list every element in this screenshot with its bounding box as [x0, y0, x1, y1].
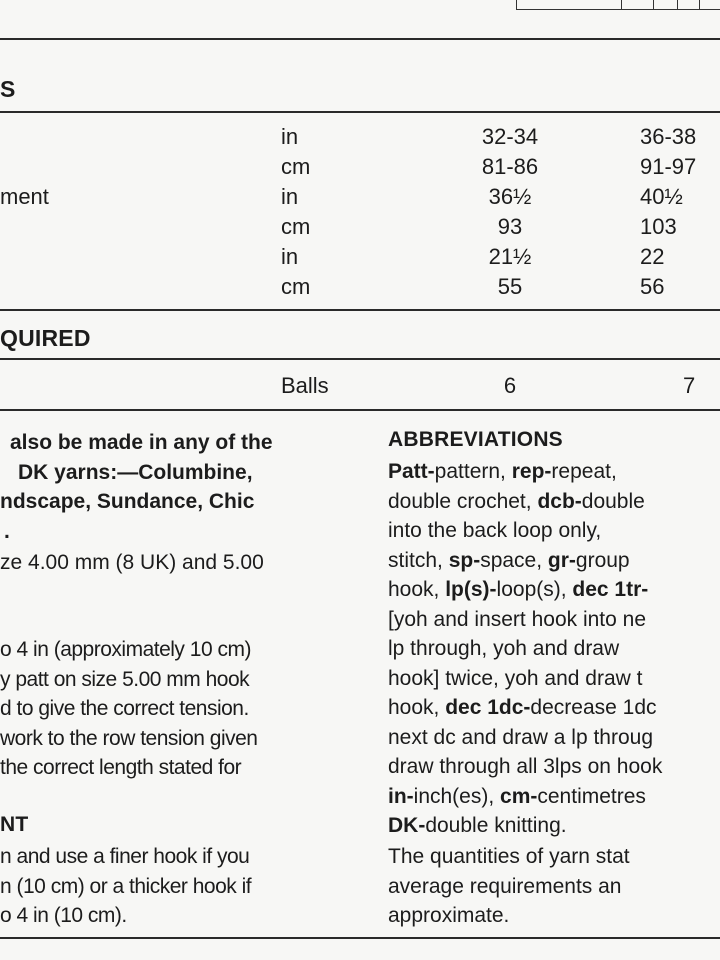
row-size2: 22 — [640, 244, 665, 269]
measurement-row — [0, 214, 720, 244]
row-size2: 103 — [640, 214, 677, 239]
quantities-note — [388, 842, 630, 931]
abbreviation-term: lp(s)- — [445, 578, 497, 601]
abbreviation-text: draw through all 3lps on hook — [388, 755, 663, 778]
abbreviation-line — [388, 664, 662, 694]
abbreviation-text: loop(s), — [496, 578, 573, 601]
abbreviation-line — [388, 693, 662, 723]
abbreviation-text: centimetres — [537, 784, 646, 808]
text-line: work to the row tension given — [0, 726, 258, 750]
measurement-row — [0, 154, 720, 184]
abbreviation-line — [388, 811, 662, 841]
row-unit: cm — [281, 274, 311, 299]
abbreviation-line — [388, 516, 662, 546]
text-line: also be made in any of the — [10, 431, 273, 454]
text-line: . — [4, 519, 10, 543]
text-line: the correct length stated for — [0, 756, 242, 779]
row-size1: 81-86 — [481, 154, 539, 179]
abbreviation-text: [yoh and insert hook into ne — [388, 607, 647, 631]
abbreviations-list — [388, 457, 662, 841]
row-size2: 56 — [640, 274, 665, 299]
abbreviation-text: lp through, yoh and draw — [388, 637, 620, 660]
abbreviation-line — [388, 546, 662, 576]
measurement-row — [0, 124, 720, 154]
row-unit: in — [281, 244, 299, 269]
abbreviation-text: hook, — [388, 578, 446, 601]
abbreviation-text: stitch, — [388, 548, 449, 572]
text-line: The quantities of yarn stat — [388, 845, 630, 868]
measurement-row — [0, 244, 720, 274]
abbreviation-text: repeat, — [551, 460, 617, 483]
abbreviation-line — [388, 723, 662, 753]
abbreviation-term: DK- — [388, 814, 426, 837]
abbreviation-line — [388, 605, 662, 635]
row-unit: in — [281, 184, 299, 209]
text-line: ze 4.00 mm (8 UK) and 5.00 — [0, 551, 264, 574]
abbreviations-heading: ABBREVIATIONS — [388, 428, 563, 451]
abbreviation-text: decrease 1dc — [530, 696, 657, 719]
abbreviation-text: hook] twice, yoh and draw t — [388, 666, 643, 690]
row-size1: 6 — [503, 373, 517, 398]
text-line: DK yarns:—Columbine, — [18, 460, 253, 484]
rule-materials-top — [0, 309, 720, 311]
row-size2: 36-38 — [640, 124, 697, 149]
abbreviation-line — [388, 487, 662, 517]
row-size2: 40½ — [640, 184, 683, 209]
text-line: ndscape, Sundance, Chic — [0, 490, 255, 513]
abbreviation-line — [388, 457, 662, 487]
abbreviation-term: Patt- — [388, 460, 435, 483]
abbreviation-text: hook, — [388, 696, 446, 719]
abbreviation-line — [388, 634, 662, 664]
abbreviation-text: double crochet, — [388, 489, 538, 513]
measurement-row — [0, 184, 720, 214]
abbreviation-term: sp- — [448, 548, 481, 572]
abbreviation-line — [388, 782, 662, 812]
rule-measurements — [0, 111, 720, 113]
yarn-note — [0, 428, 273, 546]
abbreviation-text: next dc and draw a lp throug — [388, 725, 654, 749]
text-line: d to give the correct tension. — [0, 697, 249, 720]
row-unit: cm — [281, 154, 311, 179]
measurements-heading: S — [0, 76, 16, 102]
table-cell-divider — [621, 0, 622, 9]
row-size2: 91-97 — [640, 154, 697, 179]
hook-note — [0, 548, 264, 578]
tension-note — [0, 635, 257, 783]
table-cell-divider — [653, 0, 654, 9]
row-size1: 55 — [497, 274, 523, 299]
abbreviation-term: dec 1dc- — [445, 696, 531, 719]
table-cell-divider — [677, 0, 678, 9]
text-line: o 4 in (10 cm). — [0, 904, 127, 927]
abbreviation-line — [388, 575, 662, 605]
abbreviation-term: cm- — [500, 784, 538, 808]
abbreviation-text: inch(es), — [413, 784, 501, 808]
note-text — [0, 842, 251, 931]
row-unit: in — [281, 124, 299, 149]
row-size1: 32-34 — [481, 124, 539, 149]
abbreviation-text: double knitting. — [425, 814, 567, 837]
row-unit: cm — [281, 214, 311, 239]
abbreviation-term: in- — [388, 784, 414, 808]
abbreviation-text: space, — [480, 548, 548, 572]
text-line: n (10 cm) or a thicker hook if — [0, 874, 252, 898]
top-table-fragment — [516, 0, 720, 10]
abbreviation-term: rep- — [511, 460, 552, 483]
text-line: approximate. — [388, 904, 510, 927]
abbreviation-term: gr- — [547, 548, 576, 572]
abbreviation-term: dcb- — [537, 489, 582, 513]
row-label: ment — [0, 184, 49, 209]
note-heading: NT — [0, 813, 29, 836]
abbreviation-text: group — [575, 548, 630, 572]
materials-row — [0, 373, 720, 403]
abbreviation-text: double — [581, 489, 645, 513]
table-cell-divider — [699, 0, 700, 9]
rule-body — [0, 409, 720, 411]
measurement-row — [0, 274, 720, 304]
row-size1: 21½ — [488, 244, 532, 269]
row-size1: 36½ — [488, 184, 532, 209]
abbreviation-line — [388, 752, 662, 782]
text-line: y patt on size 5.00 mm hook — [0, 667, 250, 691]
row-unit: Balls — [281, 373, 329, 398]
text-line: n and use a finer hook if you — [0, 845, 250, 868]
abbreviation-text: pattern, — [434, 460, 512, 483]
rule-materials — [0, 358, 720, 360]
row-size2: 7 — [683, 373, 696, 398]
materials-heading: QUIRED — [0, 325, 91, 351]
rule-bottom — [0, 937, 720, 939]
rule-top — [0, 38, 720, 40]
row-size1: 93 — [497, 214, 523, 239]
text-line: o 4 in (approximately 10 cm) — [0, 638, 251, 661]
abbreviation-term: dec 1tr- — [572, 578, 649, 601]
text-line: average requirements an — [388, 874, 622, 898]
abbreviation-text: into the back loop only, — [388, 519, 602, 542]
